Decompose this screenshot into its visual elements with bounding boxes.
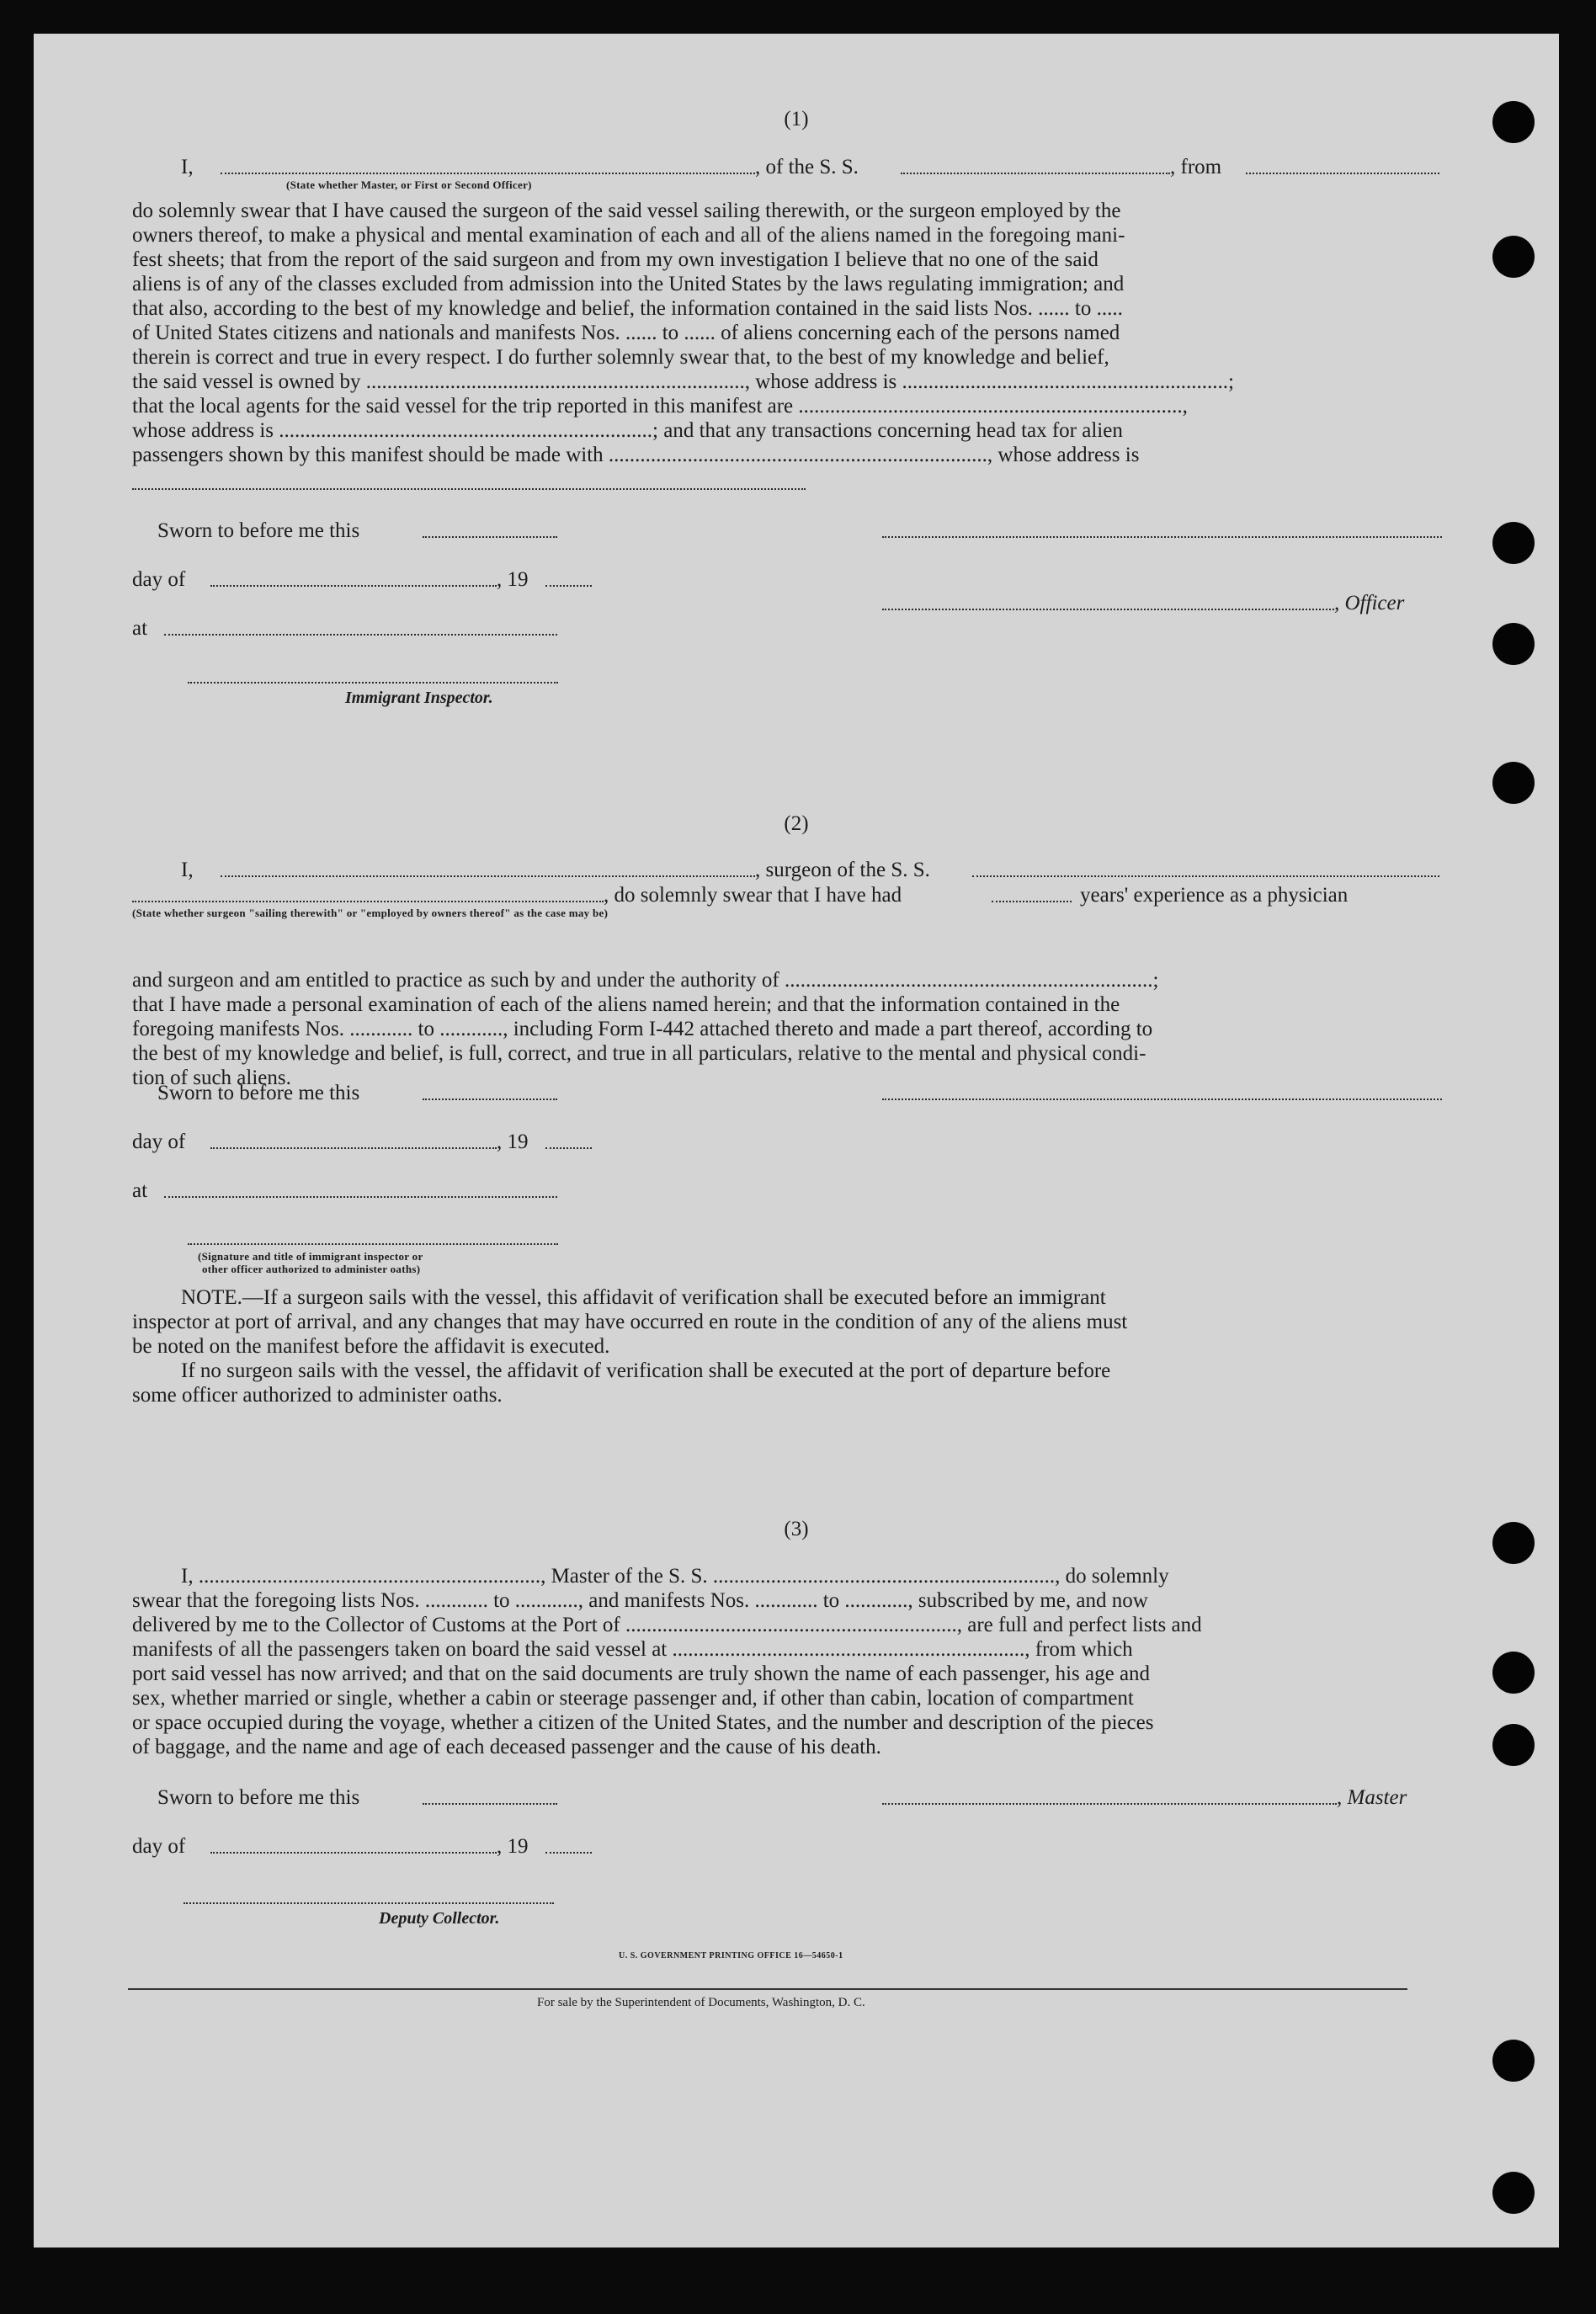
s1-from: , from xyxy=(1170,156,1222,178)
s1-line: passengers shown by this manifest should be made with ........................................................................, whose address is xyxy=(132,444,1140,466)
s2-note-line: be noted on the manifest before the affidavit is executed. xyxy=(132,1335,610,1358)
s2-body xyxy=(132,968,1444,1090)
s1-at-blank[interactable] xyxy=(164,634,557,636)
punch-hole xyxy=(1492,2172,1535,2214)
s3-line: port said vessel has now arrived; and that on the said documents are truly shown the name of each passenger, his age and xyxy=(132,1662,1151,1685)
s2-day-of: day of xyxy=(132,1130,186,1153)
s1-at: at xyxy=(132,617,148,640)
s3-day-of: day of xyxy=(132,1835,186,1858)
s2-year: , 19 xyxy=(497,1130,529,1153)
s1-day-blank[interactable] xyxy=(210,585,497,587)
s1-ship-blank[interactable] xyxy=(901,173,1170,174)
s1-year: , 19 xyxy=(497,568,529,591)
s3-line: manifests of all the passengers taken on board the said vessel at ..................................................................., from which xyxy=(132,1638,1133,1661)
s2-at: at xyxy=(132,1179,148,1202)
s2-inspector-sig-blank[interactable] xyxy=(188,1243,558,1245)
s3-line: sex, whether married or single, whether a cabin or steerage passenger and, if other than cabin, location of compartment xyxy=(132,1687,1134,1710)
s1-of-ss: , of the S. S. xyxy=(755,156,859,178)
section-2-number: (2) xyxy=(784,812,809,835)
s3-line: of baggage, and the name and age of each deceased passenger and the cause of his death. xyxy=(132,1736,881,1758)
s1-sworn-blank[interactable] xyxy=(423,536,557,538)
s3-line: delivered by me to the Collector of Customs at the Port of ..............................................................., are full and perfect lists and xyxy=(132,1614,1202,1636)
s1-signature-blank[interactable] xyxy=(882,536,1442,538)
punch-hole xyxy=(1492,1652,1535,1694)
s2-line: the best of my knowledge and belief, is full, correct, and true in all particulars, relative to the mental and physical condi- xyxy=(132,1042,1146,1065)
s1-inspector-sig-blank[interactable] xyxy=(188,682,558,684)
s2-sworn: Sworn to before me this xyxy=(157,1082,360,1104)
s3-master-sig-blank[interactable] xyxy=(882,1803,1337,1805)
punch-hole xyxy=(1492,762,1535,804)
s1-line: of United States citizens and nationals and manifests Nos. ...... to ...... of aliens concerning each of the persons named xyxy=(132,322,1120,344)
s1-officer-blank[interactable] xyxy=(221,173,755,174)
punch-hole xyxy=(1492,623,1535,665)
s1-opening: I, xyxy=(181,156,194,178)
s2-years: years' experience as a physician xyxy=(1080,884,1349,907)
s1-line: owners thereof, to make a physical and mental examination of each and all of the aliens named in the foregoing mani- xyxy=(132,224,1125,247)
sale-line: For sale by the Superintendent of Documents, Washington, D. C. xyxy=(537,1996,865,2009)
s2-swear-had: , do solemnly swear that I have had xyxy=(604,884,902,907)
punch-hole xyxy=(1492,522,1535,564)
punch-hole xyxy=(1492,1724,1535,1766)
s2-sworn-blank[interactable] xyxy=(423,1098,557,1100)
s2-under-note: (State whether surgeon "sailing therewith" or "employed by owners thereof" as the case may be) xyxy=(132,907,609,919)
s2-day-blank[interactable] xyxy=(210,1147,497,1149)
punch-hole xyxy=(1492,236,1535,278)
s3-day-blank[interactable] xyxy=(210,1852,497,1854)
s1-line: fest sheets; that from the report of the said surgeon and from my own investigation I believe that no one of the said xyxy=(132,248,1099,271)
s2-signature-blank[interactable] xyxy=(882,1098,1442,1100)
s1-inspector: Immigrant Inspector. xyxy=(345,689,493,707)
s2-years-blank[interactable] xyxy=(992,901,1072,902)
s3-line: I, ................................................................., Master of the S. S. ................................................................., do solemnly xyxy=(181,1565,1169,1588)
s1-line: therein is correct and true in every respect. I do further solemnly swear that, to the best of my knowledge and belief, xyxy=(132,346,1109,369)
s2-surgeon-of: , surgeon of the S. S. xyxy=(755,859,930,881)
s1-day-of: day of xyxy=(132,568,186,591)
s3-line: or space occupied during the voyage, whether a citizen of the United States, and the number and description of the pieces xyxy=(132,1711,1154,1734)
s3-master: , Master xyxy=(1337,1786,1407,1809)
s2-sig-note-1: (Signature and title of immigrant inspector or xyxy=(198,1250,423,1263)
s3-year-blank[interactable] xyxy=(545,1852,592,1854)
printing-office-line: U. S. GOVERNMENT PRINTING OFFICE 16—54650-1 xyxy=(619,1951,843,1960)
footer-rule xyxy=(128,1988,1407,1990)
s2-at-blank[interactable] xyxy=(164,1196,557,1198)
s3-body xyxy=(132,1564,1444,1759)
s1-sworn: Sworn to before me this xyxy=(157,519,360,542)
s3-line: swear that the foregoing lists Nos. ............ to ............, and manifests Nos. ............ to ............, subscribed by me, and now xyxy=(132,1589,1148,1612)
punch-hole xyxy=(1492,2040,1535,2082)
s1-line: whose address is .......................................................................; and that any transactions concerning head tax for alien xyxy=(132,419,1123,442)
form-page xyxy=(34,34,1559,2248)
s2-line: foregoing manifests Nos. ............ to ............, including Form I-442 attached thereto and made a part thereof, according to xyxy=(132,1018,1153,1040)
s1-line: that the local agents for the said vessel for the trip reported in this manifest are ........................................................................., xyxy=(132,395,1188,418)
s2-year-blank[interactable] xyxy=(545,1147,592,1149)
s3-year: , 19 xyxy=(497,1835,529,1858)
s1-line: that also, according to the best of my knowledge and belief, the information contained in the said lists Nos. ...... to ..... xyxy=(132,297,1123,320)
s1-from-blank[interactable] xyxy=(1246,173,1439,174)
s2-line: tion of such aliens. xyxy=(132,1067,291,1089)
s2-line: and surgeon and am entitled to practice as such by and under the authority of ......................................................................; xyxy=(132,969,1159,992)
s1-address-blank[interactable] xyxy=(132,488,806,490)
s2-status-blank[interactable] xyxy=(132,901,604,902)
s1-under-note: (State whether Master, or First or Second Officer) xyxy=(286,178,532,191)
s2-ship-blank[interactable] xyxy=(972,875,1439,877)
s1-line: do solemnly swear that I have caused the surgeon of the said vessel sailing therewith, or the surgeon employed by the xyxy=(132,199,1121,222)
section-1-number: (1) xyxy=(784,108,809,130)
s2-note xyxy=(132,1285,1444,1407)
s1-officer: , Officer xyxy=(1334,592,1405,614)
s3-sworn: Sworn to before me this xyxy=(157,1786,360,1809)
s2-sig-note-2: other officer authorized to administer oaths) xyxy=(202,1263,421,1275)
s1-line: aliens is of any of the classes excluded from admission into the United States by the laws regulating immigration; and xyxy=(132,273,1125,295)
s2-note-line: some officer authorized to administer oaths. xyxy=(132,1384,503,1407)
s1-officer-sig-blank[interactable] xyxy=(882,609,1334,610)
s3-deputy: Deputy Collector. xyxy=(379,1909,500,1928)
s1-year-blank[interactable] xyxy=(545,585,592,587)
s1-body xyxy=(132,199,1444,467)
s2-note-line: NOTE.—If a surgeon sails with the vessel, this affidavit of verification shall be executed before an immigrant xyxy=(181,1286,1106,1309)
s2-note-line: If no surgeon sails with the vessel, the affidavit of verification shall be executed at the port of departure before xyxy=(181,1359,1111,1382)
section-3-number: (3) xyxy=(784,1518,809,1540)
s2-line: that I have made a personal examination of each of the aliens named herein; and that the information contained in the xyxy=(132,993,1120,1016)
s1-line: the said vessel is owned by ........................................................................, whose address is ..............................................................; xyxy=(132,370,1234,393)
s2-note-line: inspector at port of arrival, and any changes that may have occurred en route in the condition of any of the aliens must xyxy=(132,1311,1128,1333)
s3-sworn-blank[interactable] xyxy=(423,1803,557,1805)
s2-opening: I, xyxy=(181,859,194,881)
s2-surgeon-blank[interactable] xyxy=(221,875,755,877)
s3-collector-sig-blank[interactable] xyxy=(184,1902,554,1904)
